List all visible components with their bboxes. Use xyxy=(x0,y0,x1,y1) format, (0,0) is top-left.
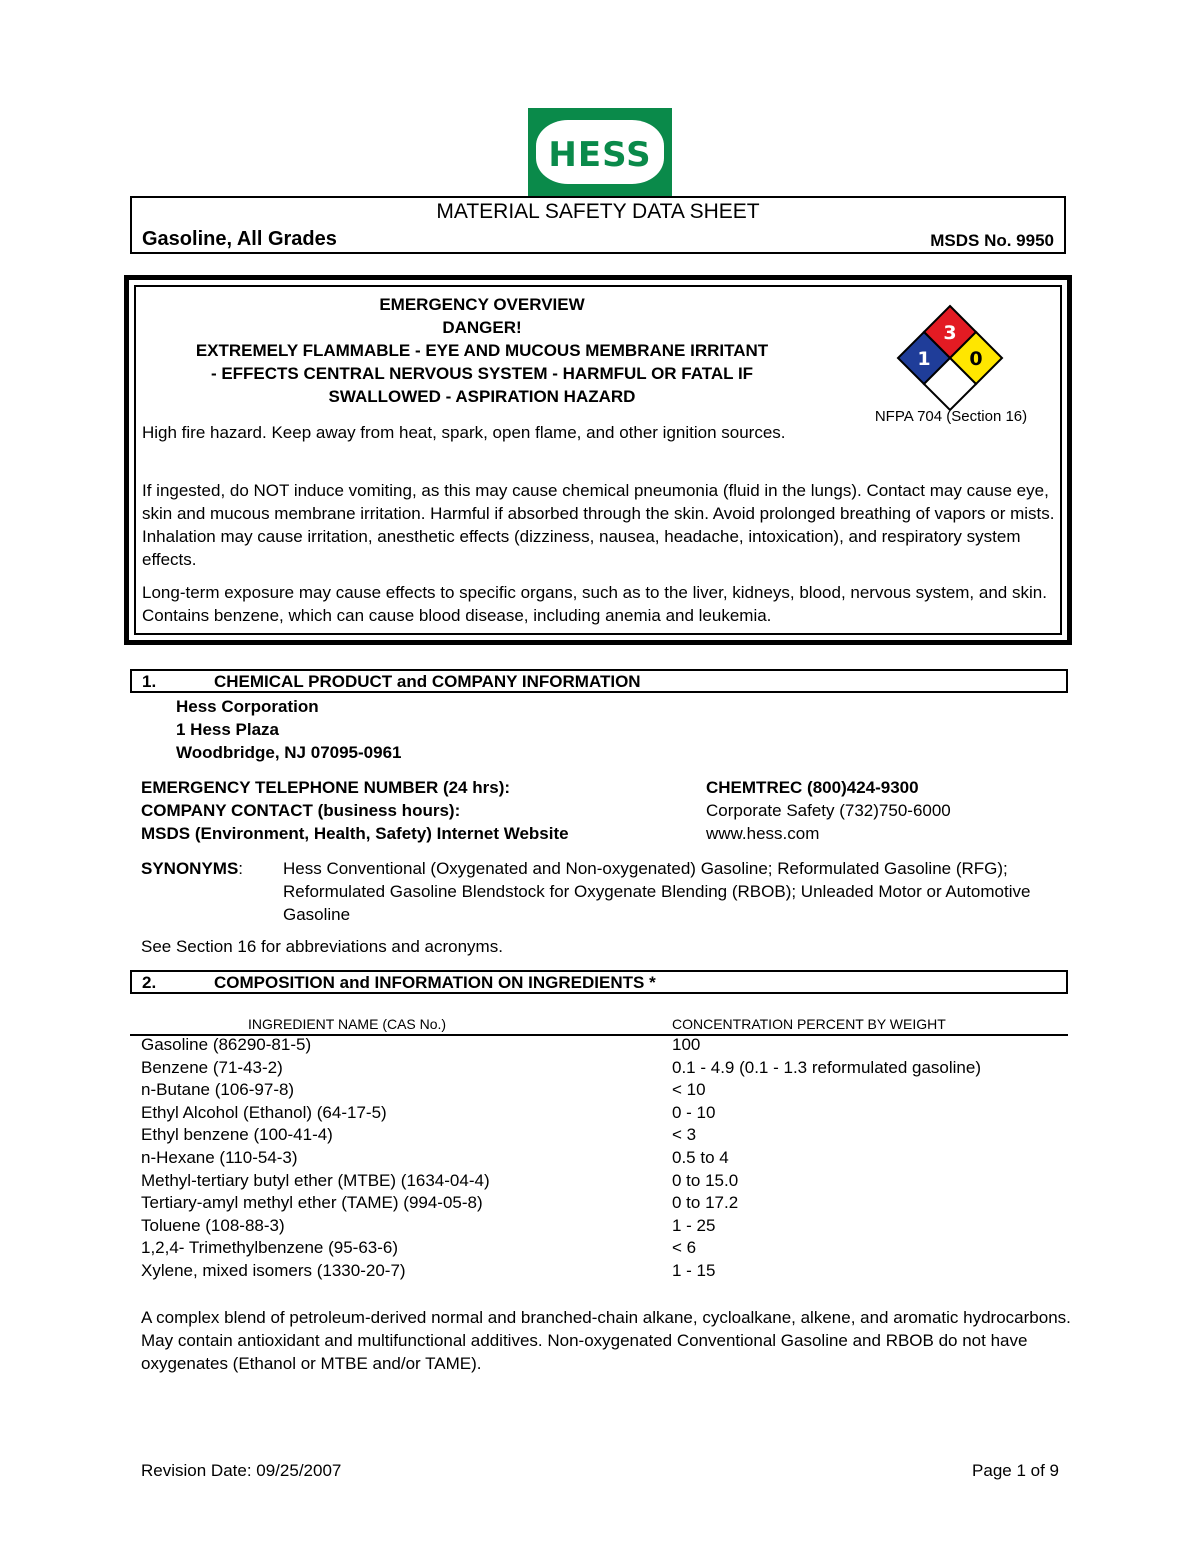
ingredient-concentration: 0 - 10 xyxy=(672,1102,716,1122)
synonyms-text: Hess Conventional (Oxygenated and Non-oxygenated) Gasoline; Reformulated Gasoline (RFG); Reformulated Gasoline Blendstock for Oxygenate Blending (RBOB); Unleaded Motor or Automotive Gasoline xyxy=(283,859,1031,924)
contact-labels xyxy=(141,776,569,845)
nfpa-flammability: 3 xyxy=(943,322,957,344)
hazard-heading-line: - EFFECTS CENTRAL NERVOUS SYSTEM - HARMFUL OR FATAL IF xyxy=(210,364,754,383)
nfpa-diamond-icon xyxy=(894,304,1006,416)
ingredient-concentration: 0.1 - 4.9 (0.1 - 1.3 reformulated gasoline) xyxy=(672,1057,981,1077)
nfpa-health: 1 xyxy=(917,348,931,370)
contact-values xyxy=(706,776,951,845)
danger-heading: DANGER! xyxy=(442,318,522,337)
table-row xyxy=(141,1103,1061,1126)
hess-logo xyxy=(528,108,672,196)
ingredient-concentration: < 10 xyxy=(672,1080,706,1100)
section-title: CHEMICAL PRODUCT and COMPANY INFORMATION xyxy=(214,672,641,691)
long-term-exposure-text: Long-term exposure may cause effects to specific organs, such as to the liver, kidneys, blood, nervous system, and skin. Contains benzene, which can cause blood disease, including anemia and leukemia. xyxy=(142,583,1047,625)
website-label: MSDS (Environment, Health, Safety) Internet Website xyxy=(141,824,569,843)
hazard-heading-line: EXTREMELY FLAMMABLE - EYE AND MUCOUS MEMBRANE IRRITANT xyxy=(195,341,769,360)
ingredient-concentration: 1 - 25 xyxy=(672,1215,716,1235)
page-number: Page 1 of 9 xyxy=(972,1461,1059,1480)
ingredient-name: Ethyl Alcohol (Ethanol) (64-17-5) xyxy=(141,1102,387,1122)
company-contact-value: Corporate Safety (732)750-6000 xyxy=(706,801,951,820)
ingredient-concentration: 0 to 15.0 xyxy=(672,1170,739,1190)
ingredients-table xyxy=(141,1035,1061,1284)
ingredient-name: Toluene (108-88-3) xyxy=(141,1215,285,1235)
table-row xyxy=(141,1035,1061,1058)
table-row xyxy=(141,1148,1061,1171)
ingredients-table-header xyxy=(130,1014,1068,1036)
section-title: COMPOSITION and INFORMATION ON INGREDIENTS * xyxy=(214,973,656,992)
ingredient-name: 1,2,4- Trimethylbenzene (95-63-6) xyxy=(141,1238,399,1258)
ingredient-name: n-Butane (106-97-8) xyxy=(141,1080,295,1100)
section-number: 2. xyxy=(142,973,157,992)
revision-date: Revision Date: 09/25/2007 xyxy=(141,1461,342,1480)
table-row xyxy=(141,1238,1061,1261)
document-title: MATERIAL SAFETY DATA SHEET xyxy=(436,200,760,223)
section-2-header xyxy=(130,970,1068,994)
table-row xyxy=(141,1216,1061,1239)
table-row xyxy=(141,1193,1061,1216)
msds-number: MSDS No. 9950 xyxy=(930,231,1054,250)
ingestion-text: If ingested, do NOT induce vomiting, as this may cause chemical pneumonia (fluid in the lungs). Contact may cause eye, skin and mucous membrane irritation. Harmful if absorbed through the skin. Avoid prolonged breathing of vapors or mists. Inhalation may cause irritation, anesthetic effects (dizziness, nausea, headache, intoxication), and respiratory system effects. xyxy=(142,481,1055,569)
see-section-note: See Section 16 for abbreviations and acronyms. xyxy=(141,937,503,956)
ingredient-name: n-Hexane (110-54-3) xyxy=(141,1147,298,1167)
ingredient-name: Xylene, mixed isomers (1330-20-7) xyxy=(141,1260,406,1280)
emergency-headings xyxy=(142,293,822,408)
section-number: 1. xyxy=(142,672,157,691)
column-header-ingredient: INGREDIENT NAME (CAS No.) xyxy=(248,1016,447,1032)
nfpa-reactivity: 0 xyxy=(969,348,983,370)
ingredient-name: Tertiary-amyl methyl ether (TAME) (994-05-8) xyxy=(141,1193,483,1213)
ingredient-concentration: 0 to 17.2 xyxy=(672,1193,739,1213)
section-1-header xyxy=(130,669,1068,693)
title-box xyxy=(130,196,1066,254)
hazard-heading-line: SWALLOWED - ASPIRATION HAZARD xyxy=(328,387,636,406)
emergency-phone-label: EMERGENCY TELEPHONE NUMBER (24 hrs): xyxy=(141,778,511,797)
website-link[interactable]: www.hess.com xyxy=(706,824,820,843)
column-header-concentration: CONCENTRATION PERCENT BY WEIGHT xyxy=(672,1016,946,1032)
ingredient-concentration: < 3 xyxy=(672,1125,697,1145)
svg-text:HESS: HESS xyxy=(548,135,652,175)
ingredient-concentration: 1 - 15 xyxy=(672,1260,716,1280)
emergency-overview-box xyxy=(124,275,1072,645)
ingredient-name: Benzene (71-43-2) xyxy=(141,1057,283,1077)
emergency-phone-value: CHEMTREC (800)424-9300 xyxy=(706,778,919,797)
company-city: Woodbridge, NJ 07095-0961 xyxy=(176,743,402,762)
ingredient-name: Methyl-tertiary butyl ether (MTBE) (1634-04-4) xyxy=(141,1170,490,1190)
ingredient-concentration: 0.5 to 4 xyxy=(672,1147,729,1167)
company-address xyxy=(176,695,402,764)
table-row xyxy=(141,1261,1061,1284)
table-row xyxy=(141,1125,1061,1148)
ingredient-name: Gasoline (86290-81-5) xyxy=(141,1035,312,1054)
product-name: Gasoline, All Grades xyxy=(142,228,337,250)
nfpa-caption: NFPA 704 (Section 16) xyxy=(874,408,1028,425)
table-row xyxy=(141,1080,1061,1103)
fire-hazard-text: High fire hazard. Keep away from heat, spark, open flame, and other ignition sources. xyxy=(142,423,786,442)
emergency-heading: EMERGENCY OVERVIEW xyxy=(379,295,585,314)
ingredient-name: Ethyl benzene (100-41-4) xyxy=(141,1125,333,1145)
ingredient-concentration: < 6 xyxy=(672,1238,697,1258)
ingredient-concentration: 100 xyxy=(672,1035,701,1054)
synonyms-label: SYNONYMS: xyxy=(141,859,244,878)
company-name: Hess Corporation xyxy=(176,697,319,716)
company-street: 1 Hess Plaza xyxy=(176,720,280,739)
table-row xyxy=(141,1171,1061,1194)
blend-description: A complex blend of petroleum-derived normal and branched-chain alkane, cycloalkane, alkene, and aromatic hydrocarbons. May contain antioxidant and multifunctional additives. Non-oxygenated Conventional Gasoline and RBOB do not have oxygenates (Ethanol or MTBE and/or TAME). xyxy=(141,1308,1071,1373)
company-contact-label: COMPANY CONTACT (business hours): xyxy=(141,801,461,820)
emergency-overview-inner xyxy=(134,285,1062,635)
table-row xyxy=(141,1058,1061,1081)
